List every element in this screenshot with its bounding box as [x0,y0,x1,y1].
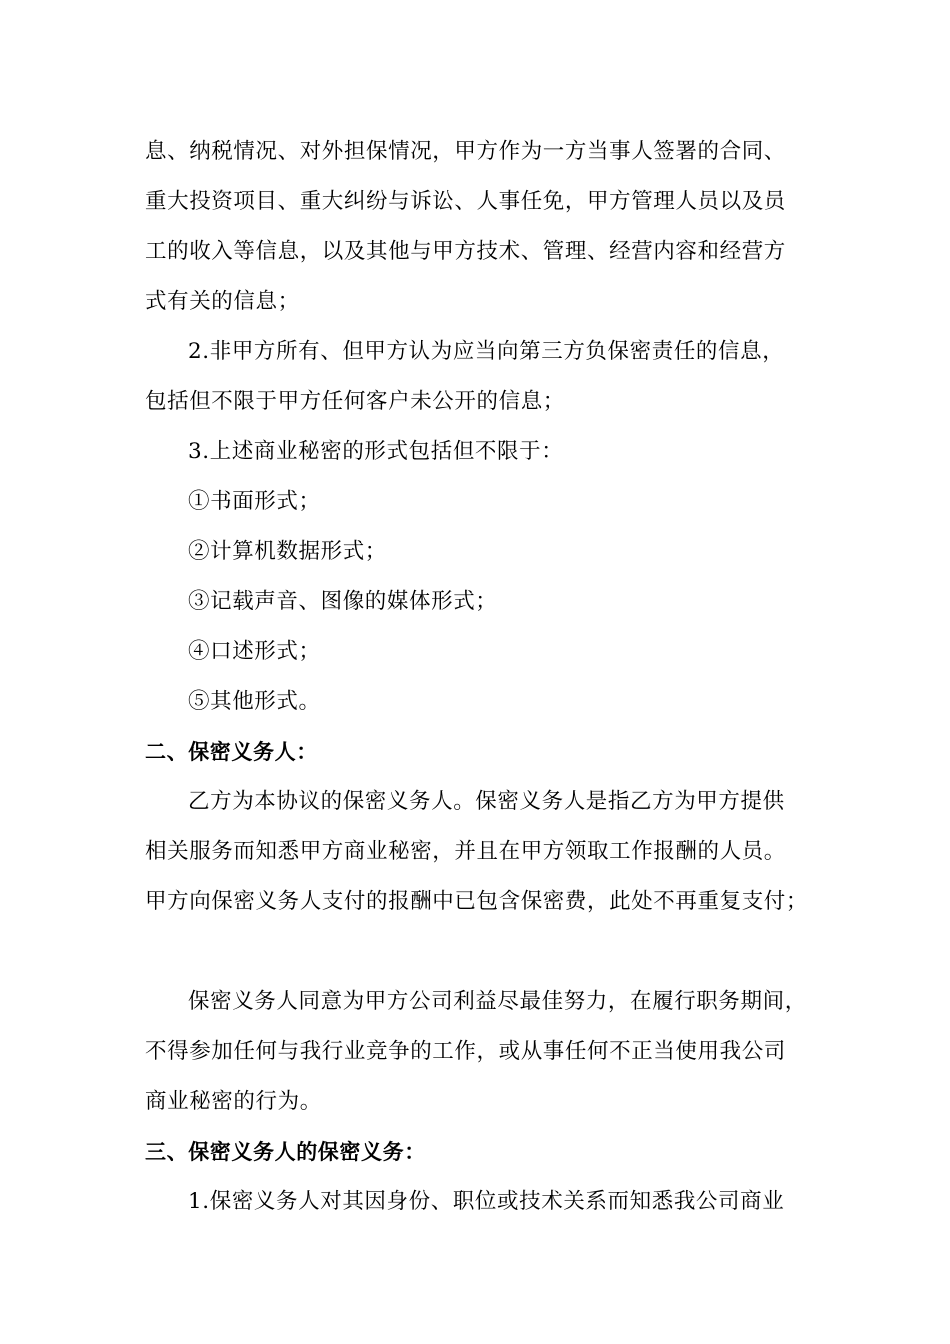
paragraph-line: 甲方向保密义务人支付的报酬中已包含保密费，此处不再重复支付； [145,889,809,914]
paragraph-line: 式有关的信息； [145,289,300,314]
paragraph-line: 重大投资项目、重大纠纷与诉讼、人事任免，甲方管理人员以及员 [145,189,786,214]
section-heading: 三、保密义务人的保密义务： [145,1140,426,1164]
paragraph-line: 相关服务而知悉甲方商业秘密，并且在甲方领取工作报酬的人员。 [145,839,786,864]
paragraph-line: 不得参加任何与我行业竞争的工作，或从事任何不正当使用我公司 [145,1039,786,1064]
paragraph-line: 包括但不限于甲方任何客户未公开的信息； [145,389,565,414]
paragraph-line: 乙方为本协议的保密义务人。保密义务人是指乙方为甲方提供 [188,789,785,814]
paragraph-line: 2.非甲方所有、但甲方认为应当向第三方负保密责任的信息， [188,339,785,364]
paragraph-line: 1.保密义务人对其因身份、职位或技术关系而知悉我公司商业 [188,1189,785,1214]
list-item: ①书面形式； [188,489,321,514]
paragraph-line: 商业秘密的行为。 [145,1089,322,1114]
paragraph-line: 息、纳税情况、对外担保情况，甲方作为一方当事人签署的合同、 [145,139,786,164]
section-heading: 二、保密义务人： [145,740,318,764]
paragraph-line: 工的收入等信息，以及其他与甲方技术、管理、经营内容和经营方 [145,239,786,264]
paragraph-line: 保密义务人同意为甲方公司利益尽最佳努力，在履行职务期间， [188,989,807,1014]
list-item: ③记载声音、图像的媒体形式； [188,589,498,614]
paragraph-line: 3.上述商业秘密的形式包括但不限于： [188,439,564,464]
list-item: ④口述形式； [188,639,321,664]
list-item: ⑤其他形式。 [188,689,321,714]
list-item: ②计算机数据形式； [188,539,387,564]
